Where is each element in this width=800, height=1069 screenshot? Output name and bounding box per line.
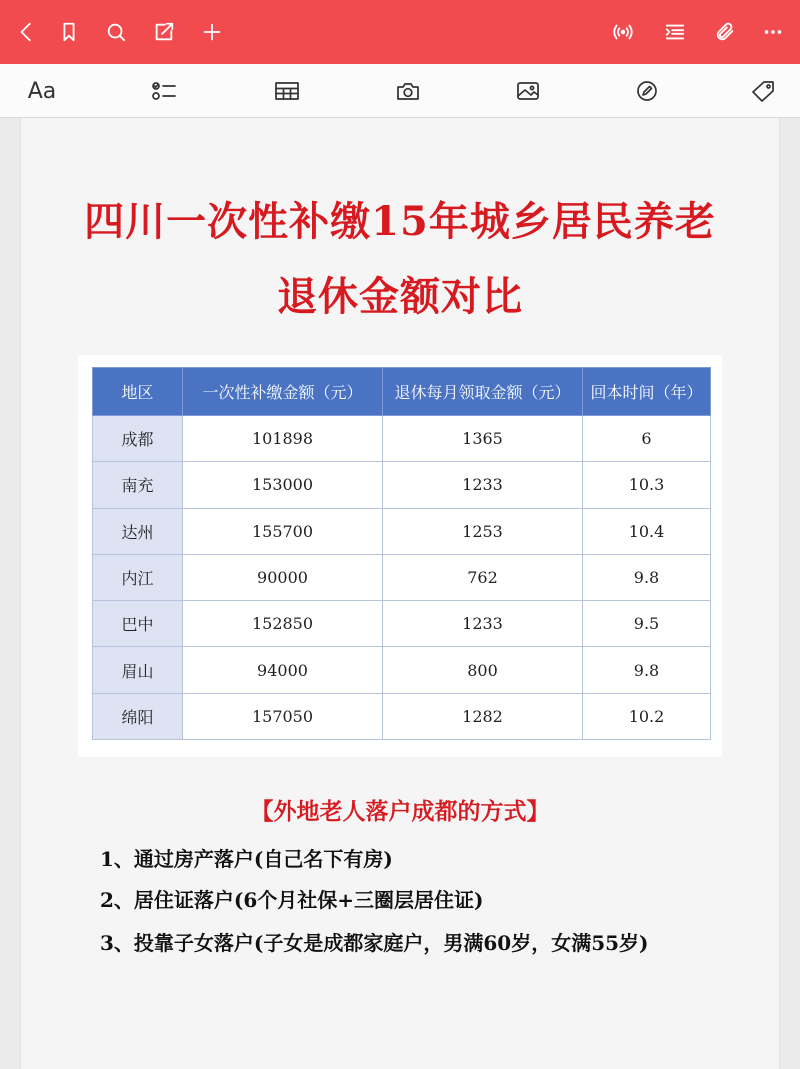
camera-icon[interactable] [392,76,424,106]
table-row [93,554,711,600]
table-cell: 101898 [183,416,383,462]
table-cell: 94000 [183,647,383,693]
table-header-cell: 退休每月领取金额（元） [383,368,583,416]
table-cell: 800 [383,647,583,693]
table-cell: 1253 [383,508,583,554]
table-cell: 762 [383,554,583,600]
table-cell: 90000 [183,554,383,600]
broadcast-icon[interactable] [608,17,638,47]
table-cell: 155700 [183,508,383,554]
checklist-icon[interactable] [148,76,180,106]
table-cell: 1282 [383,693,583,739]
text-style-label: Aa [27,78,57,104]
table-cell: 1233 [383,601,583,647]
pen-icon[interactable] [631,76,663,106]
table-image [78,355,722,757]
add-icon[interactable] [197,17,227,47]
table-cell: 6 [583,416,711,462]
table-cell: 10.4 [583,508,711,554]
region-cell: 达州 [93,508,183,554]
document-title-line2: 退休金额对比 [277,273,523,320]
list-item: 1、通过房产落户(自己名下有房) [100,847,393,871]
edit-icon[interactable] [149,17,179,47]
region-cell: 眉山 [93,647,183,693]
bookmark-icon[interactable] [54,17,84,47]
table-cell: 152850 [183,601,383,647]
table-row [93,508,711,554]
tag-icon[interactable] [747,76,779,106]
region-cell: 成都 [93,416,183,462]
table-header-cell: 地区 [93,368,183,416]
more-icon[interactable] [758,17,788,47]
table-cell: 153000 [183,462,383,508]
region-cell: 绵阳 [93,693,183,739]
text-style-icon[interactable] [26,76,58,106]
table-cell: 1365 [383,416,583,462]
pension-comparison-table [92,367,711,740]
back-icon[interactable] [12,17,42,47]
table-row [93,647,711,693]
table-row [93,601,711,647]
table-cell: 9.8 [583,554,711,600]
section-title: 【外地老人落户成都的方式】 [250,798,550,825]
region-cell: 内江 [93,554,183,600]
table-cell: 157050 [183,693,383,739]
table-row [93,462,711,508]
outline-icon[interactable] [660,17,690,47]
table-cell: 9.8 [583,647,711,693]
table-header-cell: 一次性补缴金额（元） [183,368,383,416]
table-row [93,416,711,462]
format-toolbar [0,64,800,118]
image-icon[interactable] [512,76,544,106]
list-item: 3、投靠子女落户(子女是成都家庭户，男满60岁，女满55岁) [100,931,649,955]
region-cell: 南充 [93,462,183,508]
table-cell: 1233 [383,462,583,508]
table-icon[interactable] [271,76,303,106]
table-header-row [93,368,711,416]
table-header-cell: 回本时间（年） [583,368,711,416]
table-cell: 10.3 [583,462,711,508]
region-cell: 巴中 [93,601,183,647]
table-row [93,693,711,739]
attachment-icon[interactable] [710,17,740,47]
top-app-bar [0,0,800,64]
list-item: 2、居住证落户(6个月社保+三圈层居住证) [100,888,484,912]
table-cell: 9.5 [583,601,711,647]
document-title-line1: 四川一次性补缴15年城乡居民养老 [84,198,716,245]
table-cell: 10.2 [583,693,711,739]
search-icon[interactable] [101,17,131,47]
